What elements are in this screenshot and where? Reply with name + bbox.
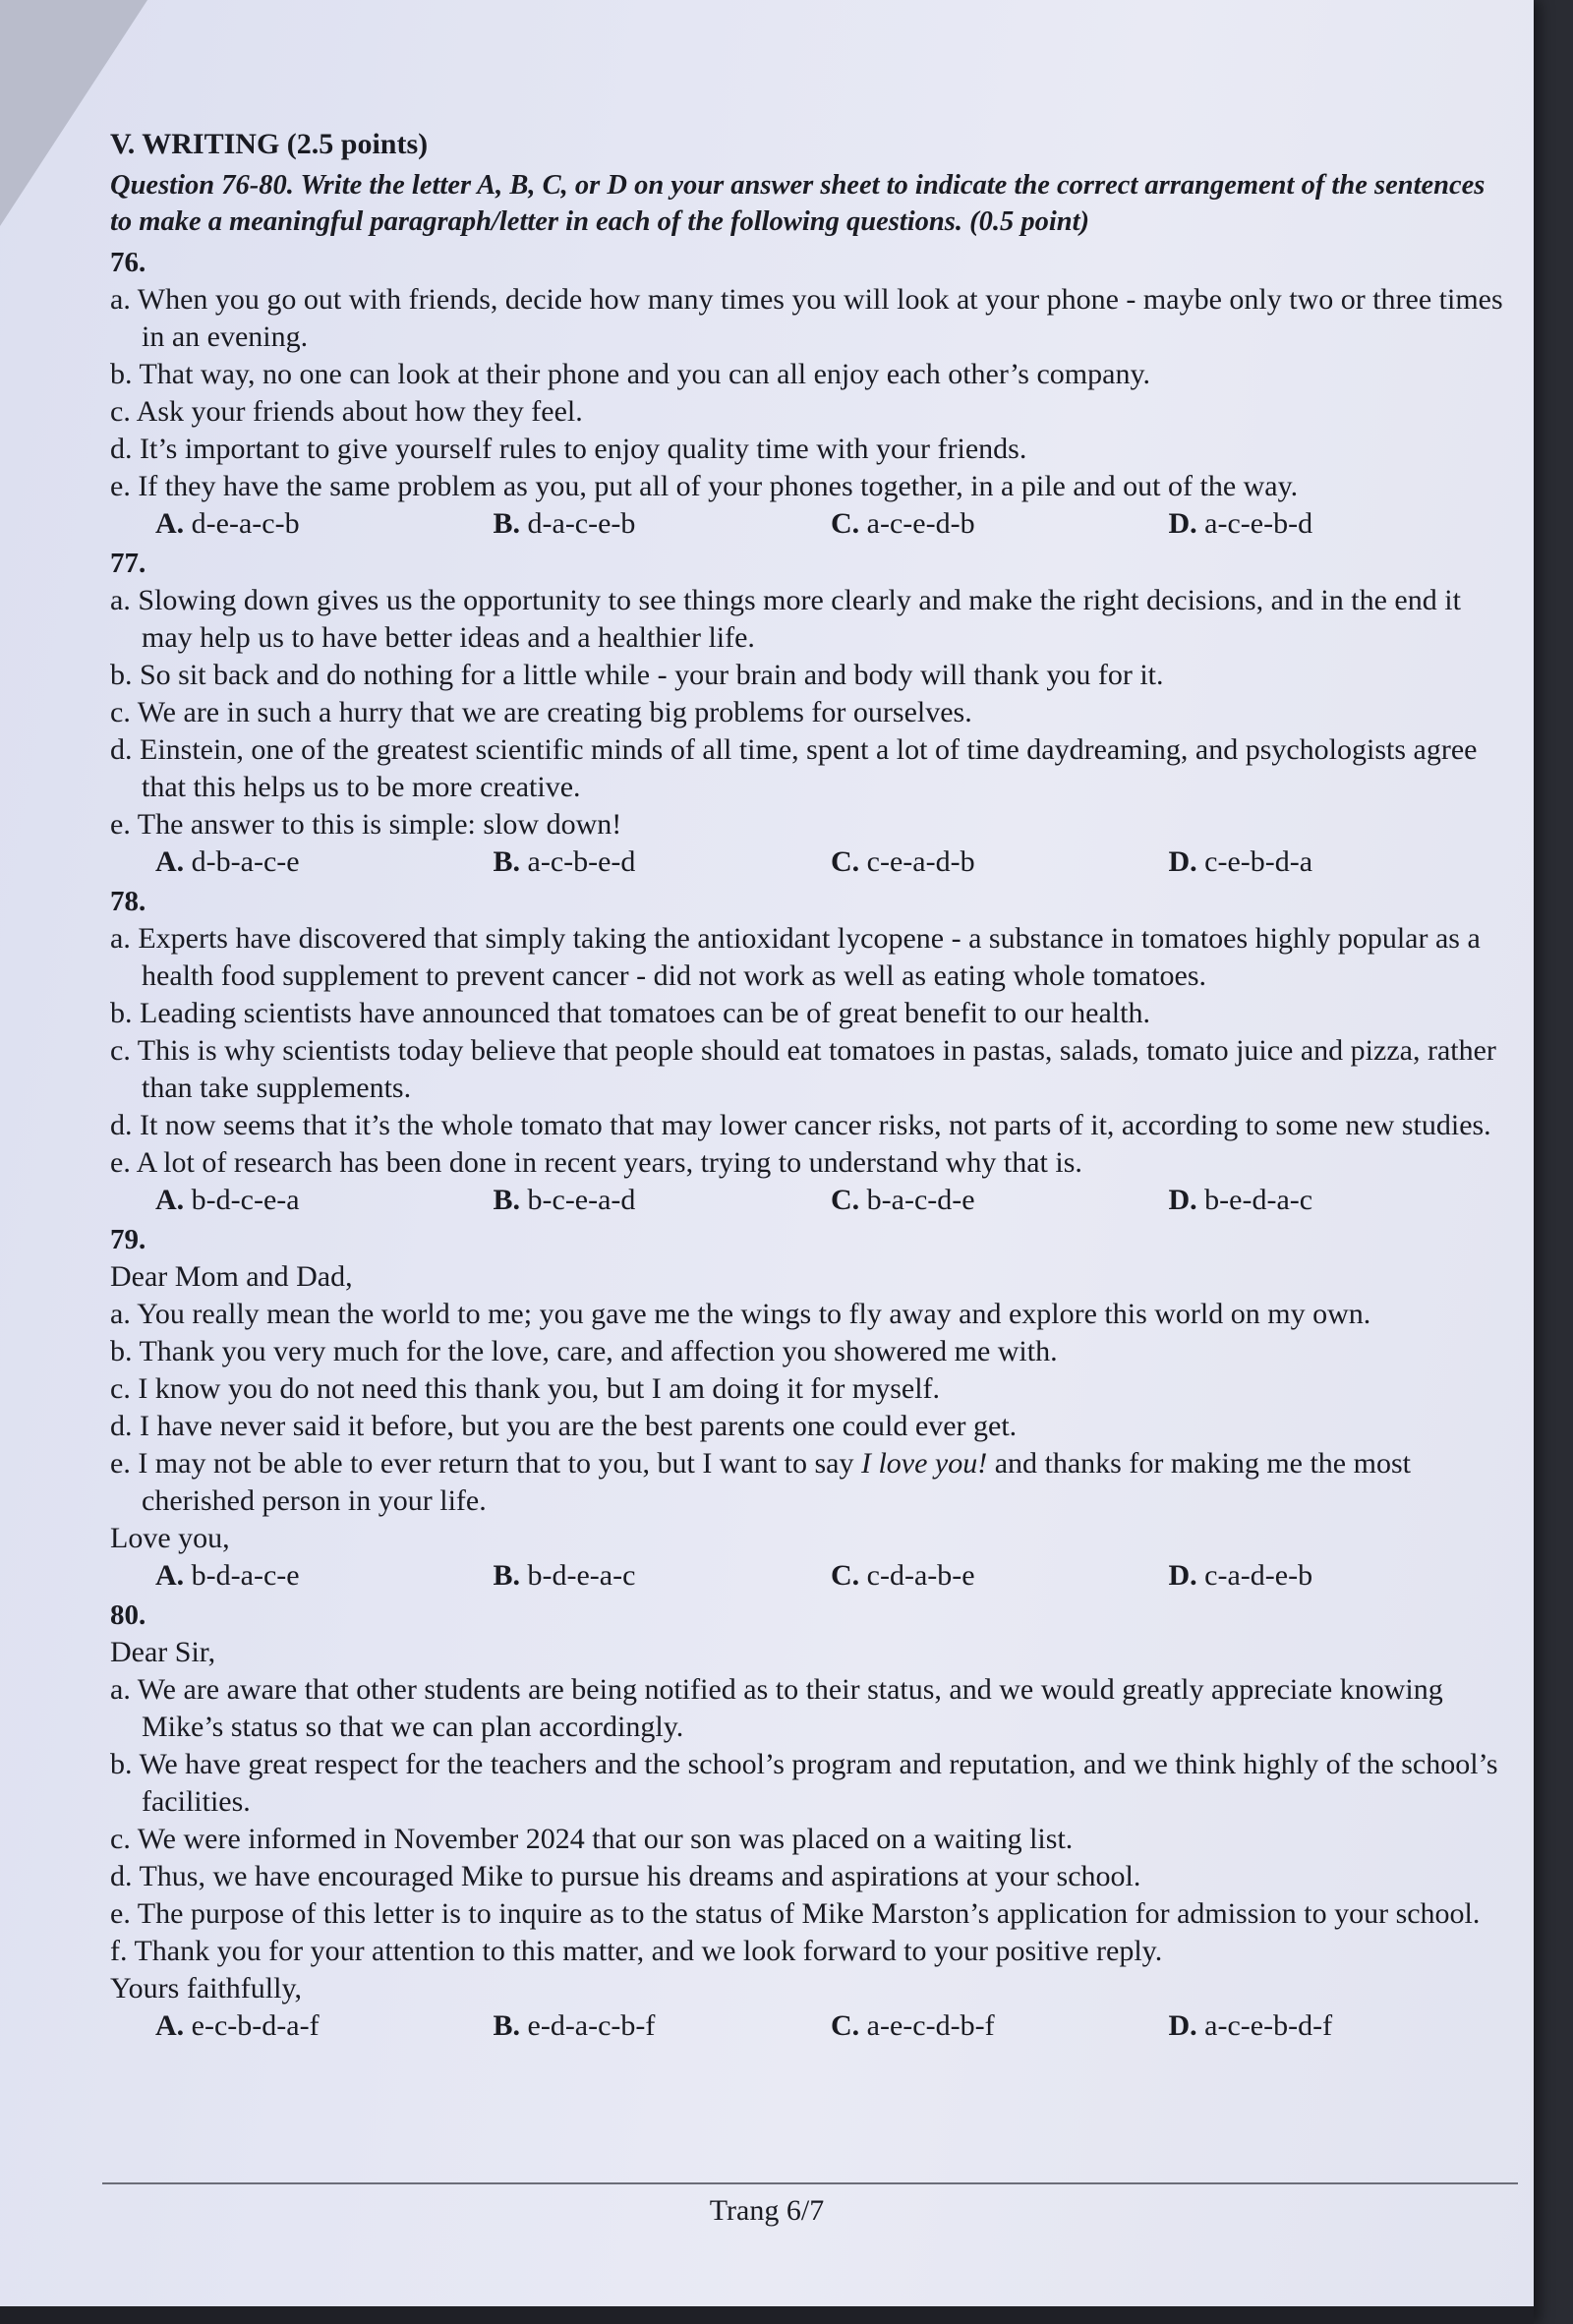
option-letter: D. xyxy=(1168,845,1197,878)
question-block xyxy=(110,1221,1506,1595)
answer-option[interactable] xyxy=(1169,1182,1507,1219)
option-letter: A. xyxy=(155,2009,185,2042)
answer-options xyxy=(110,505,1506,543)
section-title: V. WRITING (2.5 points) xyxy=(110,128,429,160)
option-letter: C. xyxy=(831,845,860,878)
sentence-item: d. It now seems that it’s the whole tomato that may lower cancer risks, not parts of it, according to some new studies. xyxy=(110,1109,1491,1141)
sentence-item: a. When you go out with friends, decide how many times you will look at your phone - maybe only two or three times in an evening. xyxy=(110,283,1503,353)
question-block xyxy=(110,545,1506,881)
sentence-item: d. Einstein, one of the greatest scientific minds of all time, spent a lot of time daydreaming, and psychologists agree that this helps us to be more creative. xyxy=(110,733,1478,803)
answer-option[interactable] xyxy=(831,505,1169,543)
option-sequence: e-c-b-d-a-f xyxy=(191,2009,320,2042)
option-sequence: a-c-e-b-d-f xyxy=(1204,2009,1333,2042)
sentence-item: e. The answer to this is simple: slow down! xyxy=(110,808,622,841)
option-sequence: b-d-a-c-e xyxy=(191,1559,300,1592)
answer-option[interactable] xyxy=(831,1182,1169,1219)
question-list xyxy=(110,244,1506,2045)
question-number: 76. xyxy=(110,247,146,278)
option-sequence: b-e-d-a-c xyxy=(1204,1184,1313,1216)
answer-option[interactable] xyxy=(155,2007,494,2045)
answer-options xyxy=(110,1182,1506,1219)
answer-options xyxy=(110,1557,1506,1595)
sentence-item: a. We are aware that other students are being notified as to their status, and we would greatly appreciate knowing Mike’s status so that we can plan accordingly. xyxy=(110,1673,1443,1743)
answer-option[interactable] xyxy=(155,843,494,881)
option-letter: B. xyxy=(493,2009,521,2042)
sentence-item: d. It’s important to give yourself rules to enjoy quality time with your friends. xyxy=(110,433,1027,465)
option-letter: A. xyxy=(155,507,185,540)
option-sequence: a-e-c-d-b-f xyxy=(866,2009,995,2042)
option-letter: B. xyxy=(493,1184,521,1216)
option-letter: B. xyxy=(493,1559,521,1592)
sentence-item: c. This is why scientists today believe that people should eat tomatoes in pastas, salads, tomato juice and pizza, rather than take supplements. xyxy=(110,1034,1496,1104)
sentence-item: b. That way, no one can look at their phone and you can all enjoy each other’s company. xyxy=(110,358,1150,390)
option-letter: D. xyxy=(1168,1184,1197,1216)
answer-option[interactable] xyxy=(494,2007,832,2045)
answer-option[interactable] xyxy=(1169,843,1507,881)
option-sequence: c-e-a-d-b xyxy=(866,845,975,878)
option-sequence: b-a-c-d-e xyxy=(866,1184,975,1216)
option-sequence: a-c-b-e-d xyxy=(527,845,636,878)
question-number: 80. xyxy=(110,1599,146,1631)
question-number: 79. xyxy=(110,1224,146,1255)
option-letter: A. xyxy=(155,845,185,878)
answer-option[interactable] xyxy=(494,1182,832,1219)
sentence-item: b. We have great respect for the teachers and the school’s program and reputation, and we think highly of the school’s facilities. xyxy=(110,1748,1498,1818)
option-sequence: d-b-a-c-e xyxy=(191,845,300,878)
sentence-item: c. I know you do not need this thank you, but I am doing it for myself. xyxy=(110,1372,941,1405)
answer-option[interactable] xyxy=(494,843,832,881)
sentence-item: a. Experts have discovered that simply taking the antioxidant lycopene - a substance in tomatoes highly popular as a health food supplement to prevent cancer - did not work as well as eating whole tomatoes. xyxy=(110,922,1481,992)
option-sequence: b-c-e-a-d xyxy=(527,1184,636,1216)
sentence-item: d. I have never said it before, but you are the best parents one could ever get. xyxy=(110,1410,1018,1442)
answer-option[interactable] xyxy=(494,1557,832,1595)
option-letter: C. xyxy=(831,507,860,540)
option-sequence: d-e-a-c-b xyxy=(191,507,300,540)
option-letter: C. xyxy=(831,2009,860,2042)
question-block xyxy=(110,883,1506,1219)
option-letter: D. xyxy=(1168,507,1197,540)
sentence-item: c. We were informed in November 2024 that our son was placed on a waiting list. xyxy=(110,1823,1074,1855)
answer-option[interactable] xyxy=(155,505,494,543)
answer-option[interactable] xyxy=(1169,2007,1507,2045)
sentence-item: c. We are in such a hurry that we are creating big problems for ourselves. xyxy=(110,696,972,728)
option-letter: D. xyxy=(1168,1559,1197,1592)
option-letter: B. xyxy=(493,845,521,878)
option-letter: C. xyxy=(831,1184,860,1216)
option-sequence: c-a-d-e-b xyxy=(1204,1559,1313,1592)
option-sequence: c-e-b-d-a xyxy=(1204,845,1313,878)
sentence-item: f. Thank you for your attention to this matter, and we look forward to your positive reply. xyxy=(110,1935,1163,1967)
option-letter: A. xyxy=(155,1184,185,1216)
page-number: Trang 6/7 xyxy=(709,2194,825,2227)
option-sequence: a-c-e-d-b xyxy=(866,507,975,540)
background-surface xyxy=(0,2306,1534,2324)
question-number: 77. xyxy=(110,548,146,579)
writing-section xyxy=(110,126,1506,2047)
sentence-item: b. Thank you very much for the love, care, and affection you showered me with. xyxy=(110,1335,1058,1367)
answer-options xyxy=(110,843,1506,881)
sentence-item: a. You really mean the world to me; you gave me the wings to fly away and explore this world on my own. xyxy=(110,1298,1371,1330)
sentence-item: c. Ask your friends about how they feel. xyxy=(110,395,583,428)
answer-option[interactable] xyxy=(831,2007,1169,2045)
sentence-item: b. So sit back and do nothing for a little while - your brain and body will thank you for it. xyxy=(110,659,1164,691)
option-letter: C. xyxy=(831,1559,860,1592)
option-letter: D. xyxy=(1168,2009,1197,2042)
option-sequence: a-c-e-b-d xyxy=(1204,507,1313,540)
option-letter: B. xyxy=(493,507,521,540)
letter-closing: Love you, xyxy=(110,1522,230,1554)
sentence-item: e. A lot of research has been done in recent years, trying to understand why that is. xyxy=(110,1146,1082,1179)
option-sequence: d-a-c-e-b xyxy=(527,507,636,540)
option-sequence: c-d-a-b-e xyxy=(866,1559,975,1592)
sentence-item: a. Slowing down gives us the opportunity to see things more clearly and make the right decisions, and in the end it may help us to have better ideas and a healthier life. xyxy=(110,584,1461,654)
footer-divider xyxy=(102,2182,1518,2184)
question-instruction: Question 76-80. Write the letter A, B, C, or D on your answer sheet to indicate the correct arrangement of the sentences to make a meaningful paragraph/letter in each of the following questions. (0.5 point) xyxy=(110,170,1486,237)
option-sequence: b-d-c-e-a xyxy=(191,1184,300,1216)
answer-option[interactable] xyxy=(155,1182,494,1219)
answer-option[interactable] xyxy=(831,1557,1169,1595)
answer-option[interactable] xyxy=(831,843,1169,881)
option-sequence: e-d-a-c-b-f xyxy=(527,2009,656,2042)
answer-options xyxy=(110,2007,1506,2045)
answer-option[interactable] xyxy=(1169,1557,1507,1595)
answer-option[interactable] xyxy=(494,505,832,543)
question-block xyxy=(110,1597,1506,2045)
answer-option[interactable] xyxy=(155,1557,494,1595)
letter-greeting: Dear Mom and Dad, xyxy=(110,1260,353,1293)
question-block xyxy=(110,244,1506,543)
option-letter: A. xyxy=(155,1559,185,1592)
question-number: 78. xyxy=(110,886,146,917)
sentence-item: e. I may not be able to ever return that to you, but I want to say I love you! and thanks for making me the most cherished person in your life. xyxy=(110,1447,1411,1517)
letter-greeting: Dear Sir, xyxy=(110,1636,216,1668)
option-sequence: b-d-e-a-c xyxy=(527,1559,636,1592)
sentence-item: b. Leading scientists have announced that tomatoes can be of great benefit to our health. xyxy=(110,997,1150,1029)
sentence-item: d. Thus, we have encouraged Mike to pursue his dreams and aspirations at your school. xyxy=(110,1860,1141,1892)
answer-option[interactable] xyxy=(1169,505,1507,543)
sentence-item: e. The purpose of this letter is to inquire as to the status of Mike Marston’s application for admission to your school. xyxy=(110,1897,1481,1930)
sentence-item: e. If they have the same problem as you, put all of your phones together, in a pile and out of the way. xyxy=(110,470,1299,502)
letter-closing: Yours faithfully, xyxy=(110,1972,303,2004)
